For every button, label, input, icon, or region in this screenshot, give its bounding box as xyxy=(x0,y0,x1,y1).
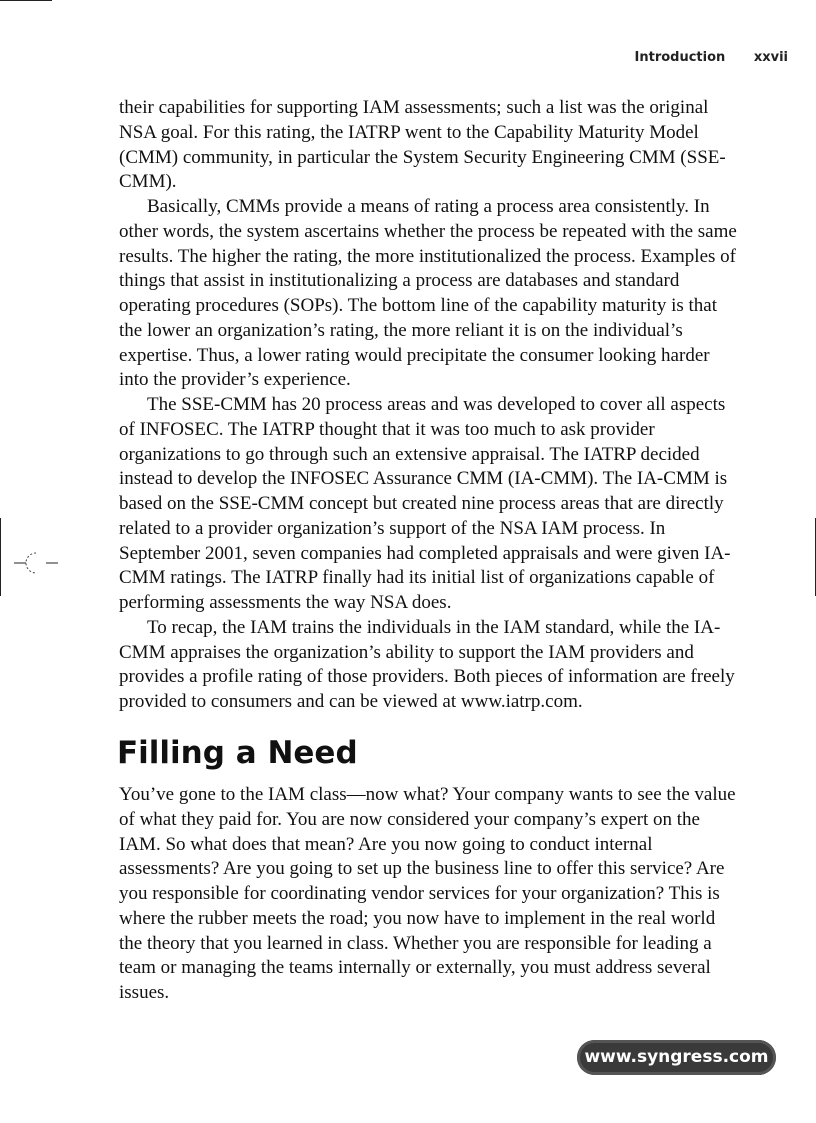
paragraph-1: their capabilities for supporting IAM assessments; such a list was the original NSA goal. For this rating, the IATRP went to the Capability Maturity Model (CMM) community, in particular the System Security Engineering CMM (SSE-CMM). xyxy=(119,97,726,193)
header-section-title: Introduction xyxy=(634,50,726,65)
section-paragraph-1: You’ve gone to the IAM class—now what? Your company wants to see the value of what they paid for. You are now considered your company’s expert on the IAM. So what does that mean? Are you now going to conduct internal assessments? Are you going to set up the business line to offer this service? Are you responsible for coordinating vendor services for your organization? This is where the rubber meets the road; you now have to implement in the real world the theory that you learned in class. Whether you are responsible for leading a team or managing the teams internally or externally, you must address several issues. xyxy=(119,784,736,1003)
body-text xyxy=(119,96,739,715)
header-page-number: xxvii xyxy=(753,50,788,65)
crop-mark-top xyxy=(0,0,52,1)
publisher-url-badge xyxy=(577,1040,776,1075)
section-heading: Filling a Need xyxy=(117,735,358,771)
paragraph-2: Basically, CMMs provide a means of rating a process area consistently. In other words, the system ascertains whether the process be repeated with the same results. The higher the rating, the more institutionalized the process. Examples of things that assist in institutionalizing a process are databases and standard operating procedures (SOPs). The bottom line of the capability maturity is that the lower an organization’s rating, the more reliant it is on the individual’s expertise. Thus, a lower rating would precipitate the consumer looking harder into the provider’s experience. xyxy=(119,196,737,391)
paragraph-4: To recap, the IAM trains the individuals in the IAM standard, while the IA-CMM appraises the organization’s ability to support the IAM providers and provides a profile rating of those providers. Both pieces of information are freely provided to consumers and can be viewed at www.iatrp.com. xyxy=(119,616,735,712)
publisher-url: www.syngress.com xyxy=(584,1047,769,1067)
section-body-text xyxy=(119,783,739,1006)
registration-mark-icon xyxy=(14,550,58,576)
running-header xyxy=(635,50,788,65)
paragraph-3: The SSE-CMM has 20 process areas and was developed to cover all aspects of INFOSEC. The IATRP thought that it was too much to ask provider organizations to go through such an extensive appraisal. The IATRP decided instead to develop the INFOSEC Assurance CMM (IA-CMM). The IA-CMM is based on the SSE-CMM concept but created nine process areas that are directly related to a provider organization’s support of the NSA IAM process. In September 2001, seven companies had completed appraisals and were given IA-CMM ratings. The IATRP finally had its initial list of organizations capable of performing assessments the way NSA does. xyxy=(119,394,731,613)
crop-mark-left xyxy=(0,518,1,596)
